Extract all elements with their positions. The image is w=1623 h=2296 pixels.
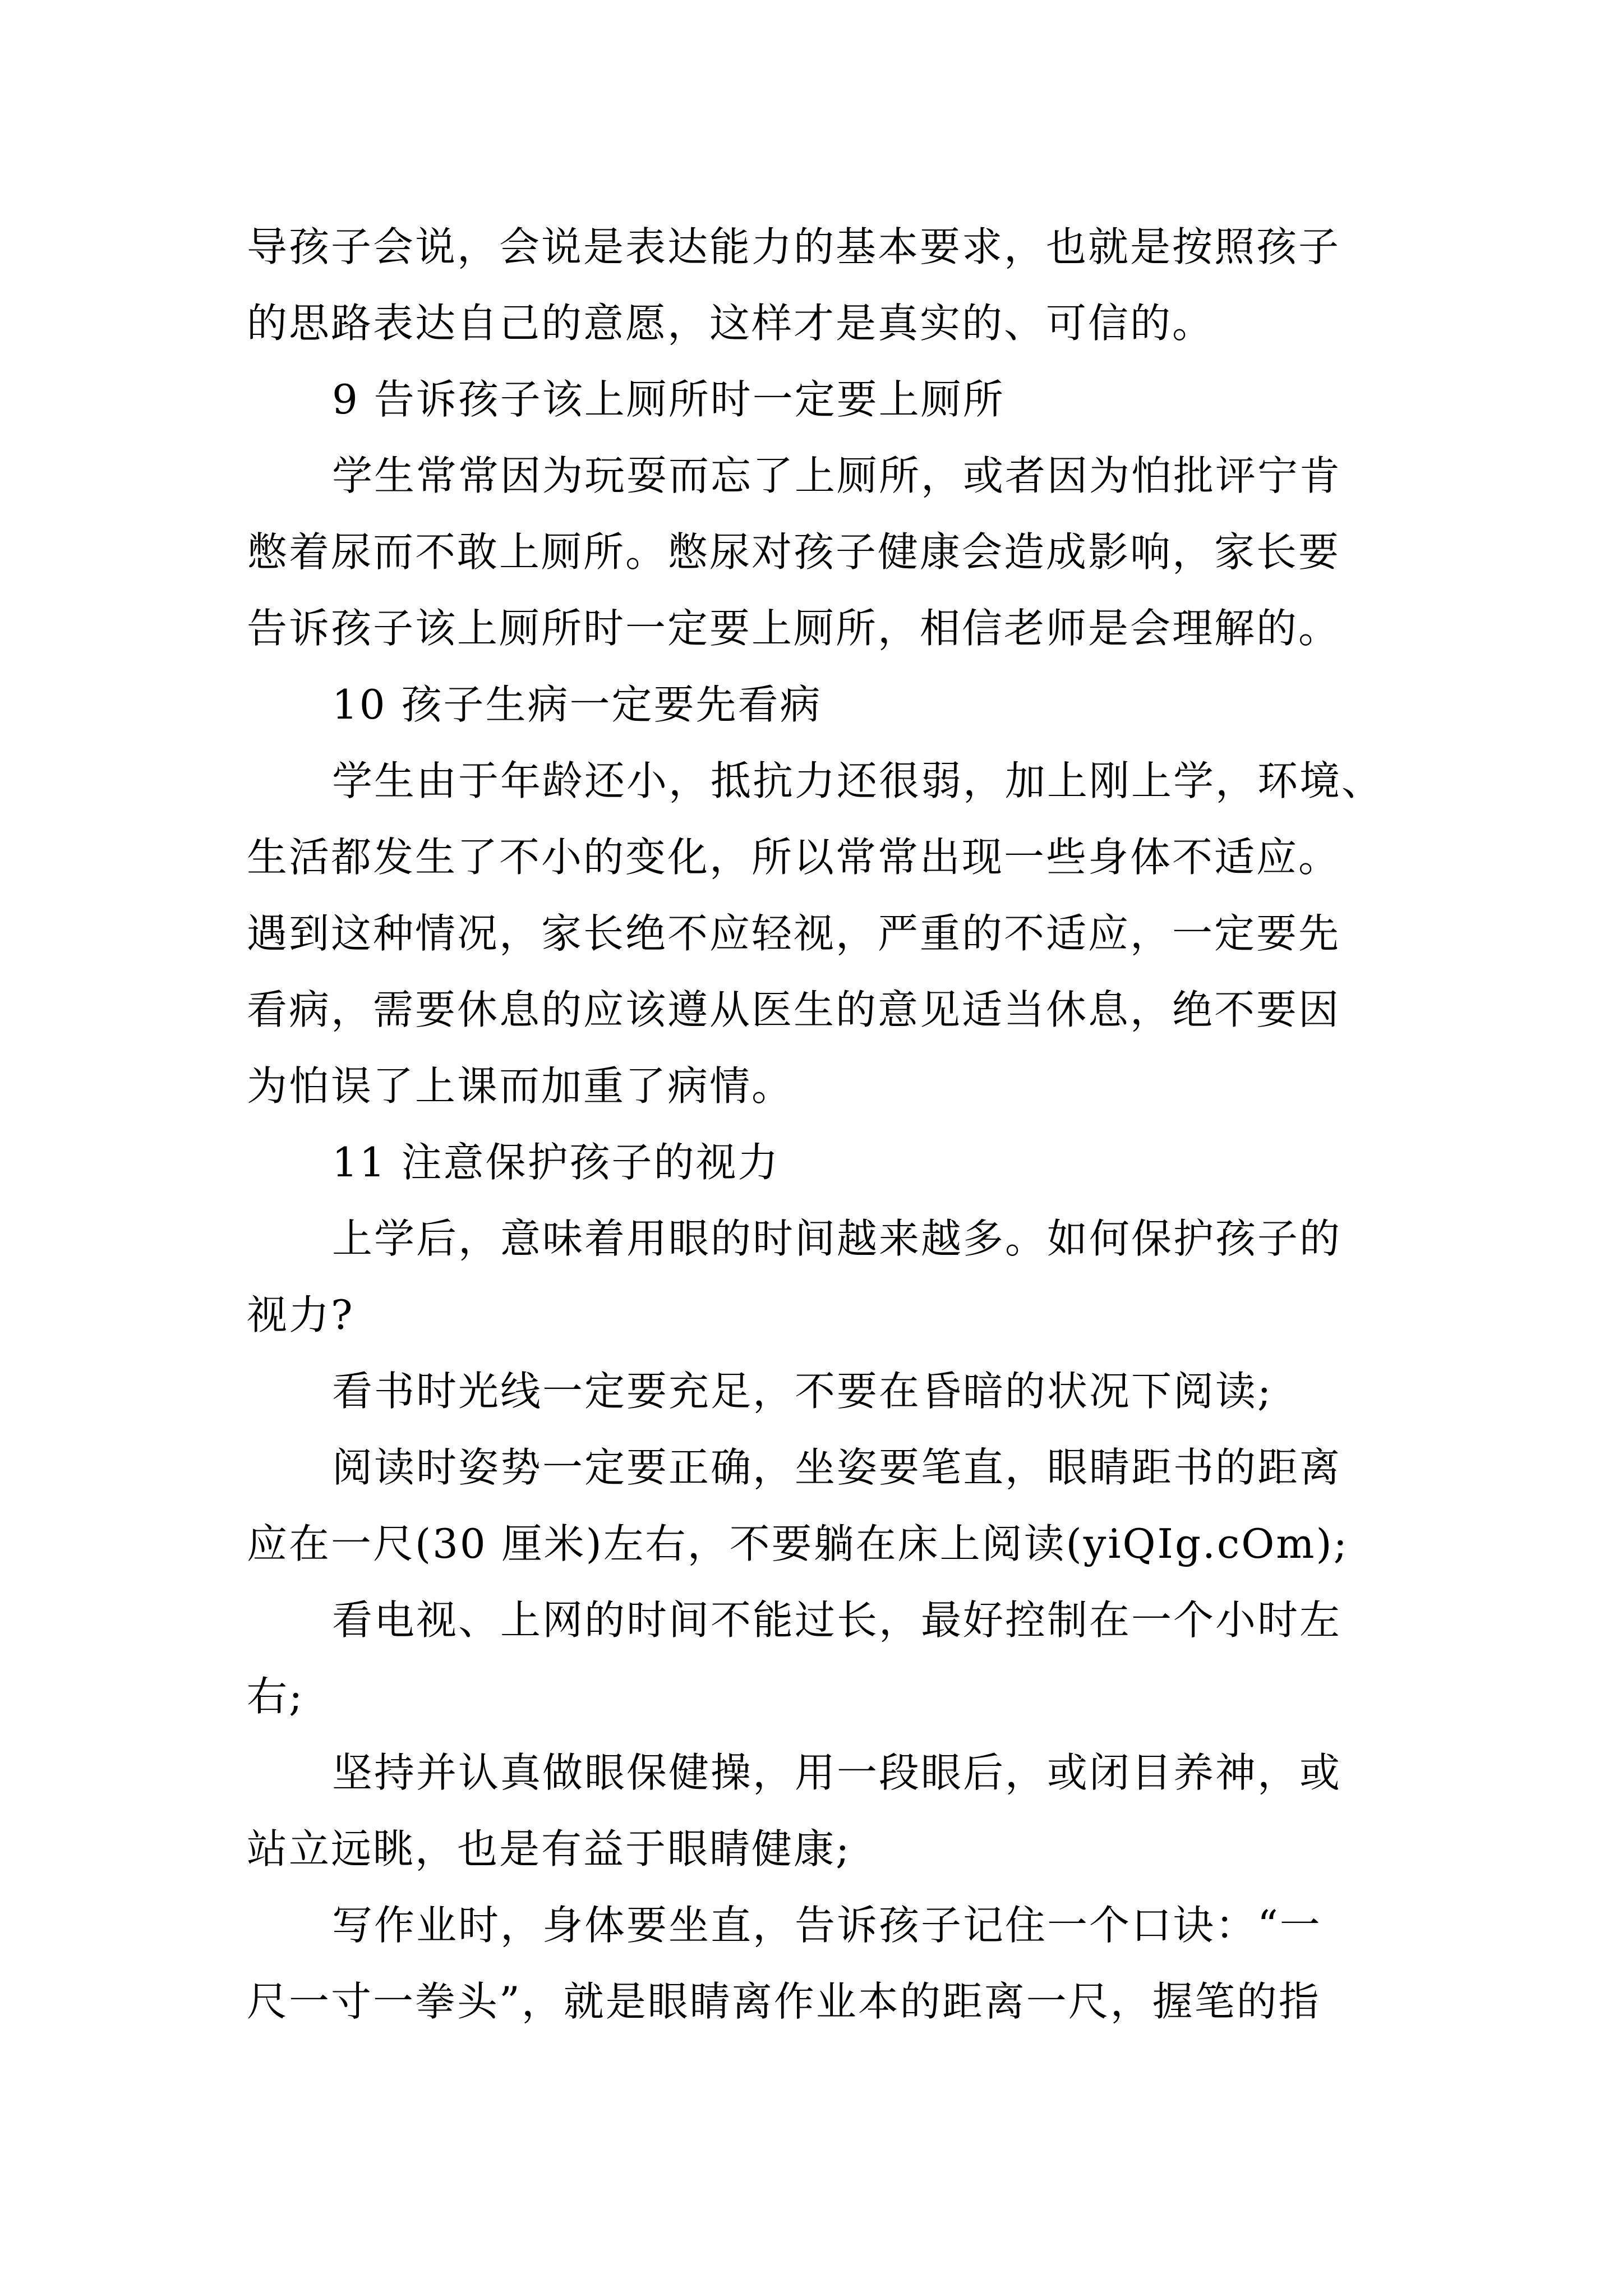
section-heading: 10 孩子生病一定要先看病 bbox=[332, 681, 822, 728]
text-line: 学生由于年龄还小，抵抗力还很弱，加上刚上学，环境、 bbox=[332, 757, 1384, 804]
text-line: 看电视、上网的时间不能过长，最好控制在一个小时左 bbox=[332, 1596, 1342, 1644]
text-line: 导孩子会说，会说是表达能力的基本要求，也就是按照孩子 bbox=[247, 223, 1341, 270]
text-line: 站立远眺，也是有益于眼睛健康; bbox=[247, 1825, 851, 1872]
text-line: 上学后，意味着用眼的时间越来越多。如何保护孩子的 bbox=[332, 1215, 1342, 1262]
text-line: 应在一尺(30 厘米)左右，不要躺在床上阅读(yiQIg.cOm); bbox=[247, 1520, 1349, 1567]
text-line: 为怕误了上课而加重了病情。 bbox=[247, 1062, 794, 1110]
document-body bbox=[247, 209, 1391, 2040]
section-heading: 11 注意保护孩子的视力 bbox=[332, 1139, 780, 1186]
text-line: 遇到这种情况，家长绝不应轻视，严重的不适应，一定要先 bbox=[247, 910, 1341, 957]
text-line: 视力? bbox=[247, 1291, 354, 1338]
text-line: 看书时光线一定要充足，不要在昏暗的状况下阅读; bbox=[332, 1368, 1273, 1415]
text-line: 憋着尿而不敢上厕所。憋尿对孩子健康会造成影响，家长要 bbox=[247, 528, 1341, 576]
text-line: 生活都发生了不小的变化，所以常常出现一些身体不适应。 bbox=[247, 834, 1341, 881]
text-line: 坚持并认真做眼保健操，用一段眼后，或闭目养神，或 bbox=[332, 1749, 1342, 1796]
text-line: 学生常常因为玩耍而忘了上厕所，或者因为怕批评宁肯 bbox=[332, 452, 1342, 499]
text-line: 尺一寸一拳头”，就是眼睛离作业本的距离一尺，握笔的指 bbox=[247, 1978, 1321, 2025]
text-line: 告诉孩子该上厕所时一定要上厕所，相信老师是会理解的。 bbox=[247, 605, 1341, 652]
text-line: 写作业时，身体要坐直，告诉孩子记住一个口诀：“一 bbox=[332, 1902, 1322, 1949]
text-line: 右; bbox=[247, 1673, 305, 1720]
text-line: 阅读时姿势一定要正确，坐姿要笔直，眼睛距书的距离 bbox=[332, 1444, 1342, 1491]
text-line: 的思路表达自己的意愿，这样才是真实的、可信的。 bbox=[247, 300, 1215, 347]
text-line: 看病，需要休息的应该遵从医生的意见适当休息，绝不要因 bbox=[247, 986, 1341, 1033]
section-heading: 9 告诉孩子该上厕所时一定要上厕所 bbox=[332, 376, 1005, 423]
